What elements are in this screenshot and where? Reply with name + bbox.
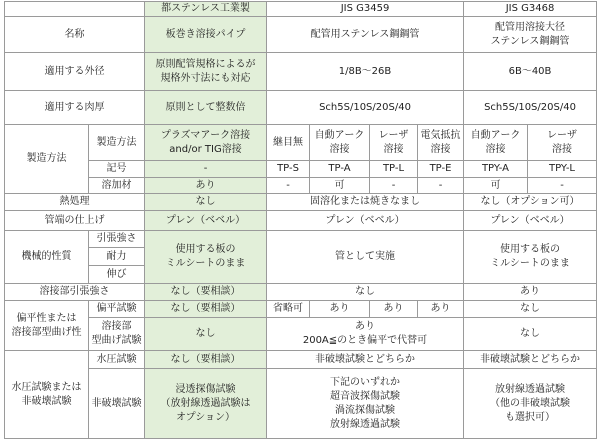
- row-flatten-test-label: 偏平試験: [89, 301, 145, 318]
- row-hydro-label-line2: 非破壊試験: [21, 395, 72, 407]
- row-od-label: 適用する外径: [5, 53, 145, 91]
- row-mfg-method-laser-2: [528, 125, 597, 161]
- row-outer-diameter: [5, 53, 597, 91]
- row-filler-c3: -: [370, 178, 418, 194]
- row-flatten-jis2: なし: [464, 301, 597, 318]
- row-symbol-c3: TP-L: [370, 161, 418, 178]
- row-name-label: 名称: [5, 17, 145, 53]
- row-wall-jis1: Sch5S/10S/20S/40: [267, 91, 464, 125]
- row-od-company: [145, 53, 267, 91]
- row-flatten-company: なし（要相談）: [145, 301, 267, 318]
- row-bend-jis2: なし: [464, 318, 597, 351]
- header-company: 都ステンレス工業製: [145, 2, 267, 17]
- row-mfg-method-laser-line1: レーザ: [378, 129, 409, 141]
- row-filler-c1: -: [267, 178, 310, 194]
- row-mech-jis2-line1: 使用する板の: [500, 244, 560, 255]
- row-flatten: [5, 301, 597, 318]
- row-wall-jis2: Sch5S/10S/20S/40: [464, 91, 597, 125]
- row-bend-jis1-line2: 200A≦のとき偏平で代替可: [302, 335, 428, 346]
- row-mfg-symbol: [5, 161, 597, 178]
- row-mfg-method-auto-arc-line1: 自動アーク: [314, 129, 365, 141]
- row-ndt-jis2-line3: も選択可）: [505, 411, 555, 423]
- row-od-company-line1: 原則配管規格によるが: [155, 58, 256, 70]
- row-od-company-line2: 規格外寸法にも対応: [160, 72, 251, 84]
- row-ndt: [5, 369, 597, 439]
- row-symbol-label: 記号: [89, 161, 145, 178]
- row-mech-label: 機械的性質: [5, 231, 89, 284]
- row-ndt-jis1-line2: 超音波探傷試験: [330, 390, 400, 402]
- row-mfg-method-company-line2: and/or TIG溶接: [169, 143, 242, 155]
- row-filler-c4: -: [418, 178, 464, 194]
- row-ndt-company-line1: 浸透探傷試験: [175, 383, 236, 395]
- row-finish-jis2: プレン（ベベル）: [464, 211, 597, 231]
- row-symbol-c6: TPY-L: [528, 161, 597, 178]
- row-mech-yield-label: 耐力: [89, 248, 145, 266]
- row-hydro-company: なし（要相談）: [145, 351, 267, 369]
- row-name: [5, 17, 597, 53]
- row-name-jis2-line1: 配管用溶接大径: [495, 21, 565, 33]
- row-heat-company: なし: [145, 194, 267, 211]
- row-filler-company: あり: [145, 178, 267, 194]
- row-mech-company: [145, 231, 267, 284]
- row-ndt-jis2: [464, 369, 597, 439]
- header-row: [5, 2, 597, 17]
- row-mfg-method-erw: [418, 125, 464, 161]
- row-bend-label: [89, 318, 145, 351]
- row-heat-jis1: 固溶化または焼きなまし: [267, 194, 464, 211]
- row-ndt-jis2-line2: （他の非破壊試験: [490, 397, 570, 409]
- row-mfg-method-auto-arc-line2: 溶接: [329, 143, 350, 155]
- row-mfg-method-laser-2-line2: 溶接: [552, 143, 572, 155]
- row-mfg-method-laser: [370, 125, 418, 161]
- row-flatten-c4: あり: [418, 301, 464, 318]
- row-weld-tensile-label: 溶接部引張強さ: [5, 284, 145, 301]
- row-mech-elong-label: 伸び: [89, 266, 145, 284]
- row-symbol-c2: TP-A: [310, 161, 370, 178]
- row-ndt-jis1-line3: 渦流探傷試験: [335, 404, 395, 416]
- row-filler-c2: 可: [310, 178, 370, 194]
- row-ndt-company: [145, 369, 267, 439]
- row-hydro-label-line1: 水圧試験または: [11, 381, 82, 393]
- row-weld-tensile-company: なし（要相談）: [145, 284, 267, 301]
- row-ndt-company-line3: オプション）: [175, 411, 236, 423]
- row-heat-treatment: [5, 194, 597, 211]
- row-mfg-method-seamless: 継目無: [267, 125, 310, 161]
- row-filler-label: 溶加材: [89, 178, 145, 194]
- row-hydro-label: [5, 351, 89, 439]
- row-bend: [5, 318, 597, 351]
- row-od-jis1: 1/8B～26B: [267, 53, 464, 91]
- row-flatten-c1: 省略可: [267, 301, 310, 318]
- row-symbol-c5: TPY-A: [464, 161, 528, 178]
- row-hydro-jis2: 非破壊試験とどちらか: [464, 351, 597, 369]
- row-mfg-filler: [5, 178, 597, 194]
- header-jis-g3468: JIS G3468: [464, 2, 597, 17]
- row-mfg-method-erw-line1: 電気抵抗: [420, 129, 461, 141]
- row-ndt-jis1-line1: 下記のいずれか: [330, 376, 400, 388]
- header-jis-g3459: JIS G3459: [267, 2, 464, 17]
- row-name-jis2: [464, 17, 597, 53]
- row-ndt-jis2-line1: 放射線透過試験: [495, 383, 565, 395]
- row-wall-label: 適用する肉厚: [5, 91, 145, 125]
- row-symbol-company: -: [145, 161, 267, 178]
- row-mfg-method-auto-arc-2-line2: 溶接: [485, 143, 506, 155]
- row-bend-jis1: [267, 318, 464, 351]
- row-filler-c5: 可: [464, 178, 528, 194]
- row-finish-company: プレン（ベベル）: [145, 211, 267, 231]
- row-finish-jis1: プレン（ベベル）: [267, 211, 464, 231]
- row-ndt-jis1: [267, 369, 464, 439]
- row-flatten-c3: あり: [370, 301, 418, 318]
- row-ndt-company-line2: （放射線透過試験は: [160, 397, 251, 409]
- row-mech-tensile: [5, 231, 597, 248]
- row-finish-label: 管端の仕上げ: [5, 211, 145, 231]
- row-wall-company: 原則として整数倍: [145, 91, 267, 125]
- row-hydro-test-label: 水圧試験: [89, 351, 145, 369]
- row-mfg-method-erw-line2: 溶接: [430, 143, 451, 155]
- row-mfg-method-auto-arc-2: [464, 125, 528, 161]
- row-name-jis2-line2: ステンレス鋼鋼管: [490, 35, 570, 47]
- row-symbol-c4: TP-E: [418, 161, 464, 178]
- row-filler-c6: -: [528, 178, 597, 194]
- row-flatten-label-line1: 偏平性または: [16, 312, 77, 324]
- row-mfg-label: 製造方法: [5, 125, 89, 194]
- row-mfg-method-company-line1: プラズマアーク溶接: [160, 129, 251, 141]
- row-end-finish: [5, 211, 597, 231]
- row-mech-company-line2: ミルシートのまま: [165, 258, 246, 269]
- row-mfg-method-company: [145, 125, 267, 161]
- row-bend-company: なし: [145, 318, 267, 351]
- row-flatten-label-line2: 溶接部型曲げ性: [11, 326, 82, 338]
- row-heat-jis2: なし（オプション可）: [464, 194, 597, 211]
- row-bend-label-line2: 型曲げ試験: [91, 335, 142, 346]
- row-mech-company-line1: 使用する板の: [175, 244, 236, 255]
- row-mfg-method: [5, 125, 597, 161]
- row-weld-tensile-jis1: なし: [267, 284, 464, 301]
- row-mfg-method-laser-2-line1: レーザ: [547, 129, 577, 141]
- row-ndt-label: 非破壊試験: [89, 369, 145, 439]
- row-name-jis1: 配管用ステンレス鋼鋼管: [267, 17, 464, 53]
- row-weld-tensile: [5, 284, 597, 301]
- row-od-jis2: 6B～40B: [464, 53, 597, 91]
- row-hydro-jis1: 非破壊試験とどちらか: [267, 351, 464, 369]
- row-mfg-method-laser-line2: 溶接: [383, 143, 404, 155]
- row-mech-jis1: 管として実施: [267, 231, 464, 284]
- row-mech-jis2: [464, 231, 597, 284]
- row-mech-jis2-line2: ミルシートのまま: [490, 258, 570, 269]
- row-mech-tensile-label: 引張強さ: [89, 231, 145, 248]
- spec-comparison-table: [4, 1, 597, 439]
- header-blank-cell: [5, 2, 145, 17]
- row-bend-label-line1: 溶接部: [101, 321, 132, 332]
- row-ndt-jis1-line4: 放射線透過試験: [330, 418, 400, 430]
- row-weld-tensile-jis2: あり: [464, 284, 597, 301]
- row-name-company: 板巻き溶接パイプ: [145, 17, 267, 53]
- row-bend-jis1-line1: あり: [355, 321, 375, 332]
- row-mfg-method-label: 製造方法: [89, 125, 145, 161]
- row-wall-thickness: [5, 91, 597, 125]
- row-symbol-c1: TP-S: [267, 161, 310, 178]
- row-flatten-label: [5, 301, 89, 351]
- row-mfg-method-auto-arc-2-line1: 自動アーク: [470, 129, 521, 141]
- row-heat-label: 熱処理: [5, 194, 145, 211]
- row-mfg-method-auto-arc: [310, 125, 370, 161]
- row-hydro: [5, 351, 597, 369]
- row-flatten-c2: あり: [310, 301, 370, 318]
